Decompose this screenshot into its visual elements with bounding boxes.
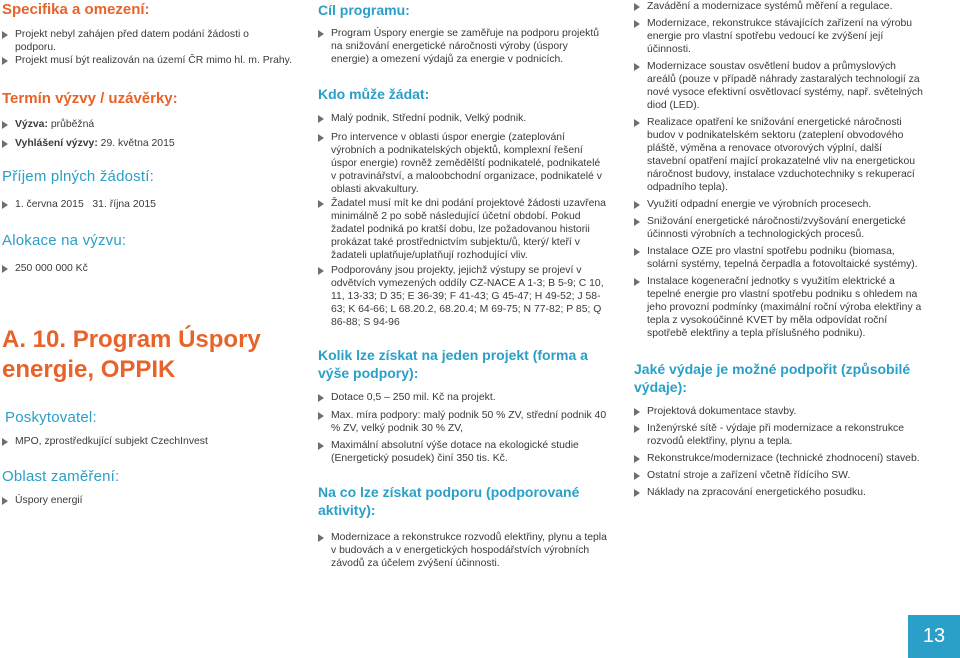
- list-item: MPO, zprostředkující subjekt CzechInvest: [2, 435, 292, 448]
- triangle-bullet-icon: [318, 534, 324, 542]
- list-item: Instalace OZE pro vlastní spotřebu podniku (biomasa, solární systémy, tepelná čerpadla a fotovoltaické systémy).: [634, 245, 924, 271]
- triangle-bullet-icon: [318, 442, 324, 450]
- poskytovatel-heading: Poskytovatel:: [5, 409, 97, 426]
- list-item: Max. míra podpory: malý podnik 50 % ZV, střední podnik 40 % ZV, velký podnik 30 % ZV,: [318, 409, 608, 435]
- kdo-heading: Kdo může žádat:: [318, 86, 430, 102]
- list-item: Výzva: průběžná: [2, 118, 292, 131]
- list-item: Projektová dokumentace stavby.: [634, 405, 924, 418]
- list-item: Malý podnik, Střední podnik, Velký podnik.: [318, 112, 608, 125]
- list-item: Vyhlášení výzvy: 29. května 2015: [2, 137, 292, 150]
- triangle-bullet-icon: [634, 425, 640, 433]
- cil-heading: Cíl programu:: [318, 2, 410, 18]
- cil-list: [318, 27, 608, 66]
- list-item: Rekonstrukce/modernizace (technické zhodnocení) staveb.: [634, 452, 924, 465]
- triangle-bullet-icon: [634, 455, 640, 463]
- activities-list: [634, 0, 924, 340]
- list-item: Zavádění a modernizace systémů měření a regulace.: [634, 0, 924, 13]
- triangle-bullet-icon: [2, 57, 8, 65]
- triangle-bullet-icon: [318, 200, 324, 208]
- list-item: Snižování energetické náročnosti/zvyšování energetické účinnosti výrobních a technologických procesů.: [634, 215, 924, 241]
- list-item: Úspory energií: [2, 494, 292, 507]
- prijem-list: [2, 198, 292, 211]
- list-item: 250 000 000 Kč: [2, 262, 292, 275]
- triangle-bullet-icon: [2, 201, 8, 209]
- triangle-bullet-icon: [2, 140, 8, 148]
- poskytovatel-list: [2, 435, 292, 448]
- list-item: Maximální absolutní výše dotace na ekologické studie (Energetický posudek) činí 350 tis. Kč.: [318, 439, 608, 465]
- naco-heading: Na co lze získat podporu (podporované aktivity):: [318, 484, 580, 518]
- list-item: Modernizace soustav osvětlení budov a průmyslových areálů (pouze v případě náhrady zastaralých technologií za nové vysoce efektivní osvětlovací systémy, např. světelných diod (LED).: [634, 60, 924, 112]
- list-item: Projekt musí být realizován na území ČR mimo hl. m. Prahy.: [2, 54, 292, 67]
- list-item: Modernizace a rekonstrukce rozvodů elektřiny, plynu a tepla v budovách a v energetických hospodářstvích výrobních závodů za účelem zvýšení účinnosti.: [318, 531, 608, 570]
- triangle-bullet-icon: [318, 115, 324, 123]
- list-item: Podporovány jsou projekty, jejichž výstupy se projeví v odvětvích vymezených oddíly CZ-NACE A 1-3; B 5-9; C 10, 11, 13-33; D 35; E 36-39; F 41-43; G 45-47; H 49-52; J 58-63; K 64-66; L 68.20.2, 68.20.4; M 69-75; N 77-82; P 85; Q 86-88; S 94-96: [318, 264, 608, 329]
- oblast-heading: Oblast zaměření:: [2, 468, 120, 485]
- list-item: Modernizace, rekonstrukce stávajících zařízení na výrobu energie pro vlastní spotřebu vedoucí ke zvýšení její účinnosti.: [634, 17, 924, 56]
- list-item: 1. června 2015 31. října 2015: [2, 198, 292, 211]
- program-title: A. 10. Program Úspory energie, OPPIK: [2, 326, 261, 383]
- jake-list: [634, 405, 924, 499]
- alokace-heading: Alokace na výzvu:: [2, 232, 127, 249]
- termin-heading: Termín výzvy / uzávěrky:: [2, 90, 178, 107]
- triangle-bullet-icon: [318, 394, 324, 402]
- triangle-bullet-icon: [634, 119, 640, 127]
- left-column: [2, 0, 292, 507]
- triangle-bullet-icon: [318, 30, 324, 38]
- list-item: Náklady na zpracování energetického posudku.: [634, 486, 924, 499]
- triangle-bullet-icon: [2, 31, 8, 39]
- triangle-bullet-icon: [634, 218, 640, 226]
- list-item: Ostatní stroje a zařízení včetně řídícího SW.: [634, 469, 924, 482]
- kdo-list: [318, 112, 608, 329]
- kolik-list: [318, 391, 608, 465]
- termin-list: [2, 118, 292, 150]
- triangle-bullet-icon: [634, 63, 640, 71]
- specifika-heading: Specifika a omezení:: [2, 1, 150, 18]
- list-item: Instalace kogenerační jednotky s využitím elektrické a tepelné energie pro vlastní spotřebu podniku s ohledem na jeho provozní podmínky (maximální roční výroba elektřiny a tepla z vysokoúčinné KVET by měla odpovídat roční spotřebě elektřiny a tepla příslušného podniku).: [634, 275, 924, 340]
- triangle-bullet-icon: [2, 438, 8, 446]
- list-item: Projekt nebyl zahájen před datem podání žádosti o podporu.: [2, 28, 292, 54]
- list-item: Program Úspory energie se zaměřuje na podporu projektů na snižování energetické náročnosti výroby (úspory energie) a omezení výdajů za energie v podnicích.: [318, 27, 608, 66]
- triangle-bullet-icon: [634, 248, 640, 256]
- list-item: Žadatel musí mít ke dni podání projektové žádosti uzavřena minimálně 2 po sobě následující účetní období. Pokud žadatel podniká po kratší dobu, lze požadovanou historii prokázat také prostřednictvím subjektu/ů, který/ kteří v žadateli uplatňuje/uplatňují rozhodující vliv.: [318, 197, 608, 262]
- triangle-bullet-icon: [634, 489, 640, 497]
- alokace-list: [2, 262, 292, 275]
- list-item: Realizace opatření ke snižování energetické náročnosti budov v podnikatelském sektoru (zateplení obvodového pláště, výměna a renovace otvorových výplní, další stavební opatření mající prokazatelné vliv na energetickou náročnost budovy, instalace vzduchotechniky s rekuperací odpadního tepla).: [634, 116, 924, 194]
- right-column: [634, 0, 924, 499]
- naco-list: [318, 531, 608, 570]
- triangle-bullet-icon: [2, 121, 8, 129]
- triangle-bullet-icon: [318, 412, 324, 420]
- triangle-bullet-icon: [634, 20, 640, 28]
- list-item: Pro intervence v oblasti úspor energie (zateplování výrobních a podnikatelských objektů, komplexní řešení úspor energie) rovněž zemědělští podnikatelé, podnikatelé v potravinářství, a maloobchodní organizace, podnikatelé v oblasti akvakultury.: [318, 131, 608, 196]
- middle-column: [318, 0, 608, 570]
- triangle-bullet-icon: [318, 134, 324, 142]
- triangle-bullet-icon: [634, 408, 640, 416]
- jake-heading: Jaké výdaje je možné podpořit (způsobilé výdaje):: [634, 361, 911, 395]
- list-item: Využití odpadní energie ve výrobních procesech.: [634, 198, 924, 211]
- kolik-heading: Kolik lze získat na jeden projekt (forma a výše podpory):: [318, 347, 588, 381]
- list-item: Dotace 0,5 – 250 mil. Kč na projekt.: [318, 391, 608, 404]
- triangle-bullet-icon: [2, 497, 8, 505]
- specifika-list: [2, 28, 292, 67]
- page-number: 13: [908, 615, 960, 658]
- triangle-bullet-icon: [318, 267, 324, 275]
- triangle-bullet-icon: [634, 278, 640, 286]
- triangle-bullet-icon: [634, 472, 640, 480]
- list-item: Inženýrské sítě - výdaje při modernizace a rekonstrukce rozvodů elektřiny, plynu a tepla.: [634, 422, 924, 448]
- triangle-bullet-icon: [2, 265, 8, 273]
- prijem-heading: Příjem plných žádostí:: [2, 168, 154, 185]
- triangle-bullet-icon: [634, 3, 640, 11]
- oblast-list: [2, 494, 292, 507]
- triangle-bullet-icon: [634, 201, 640, 209]
